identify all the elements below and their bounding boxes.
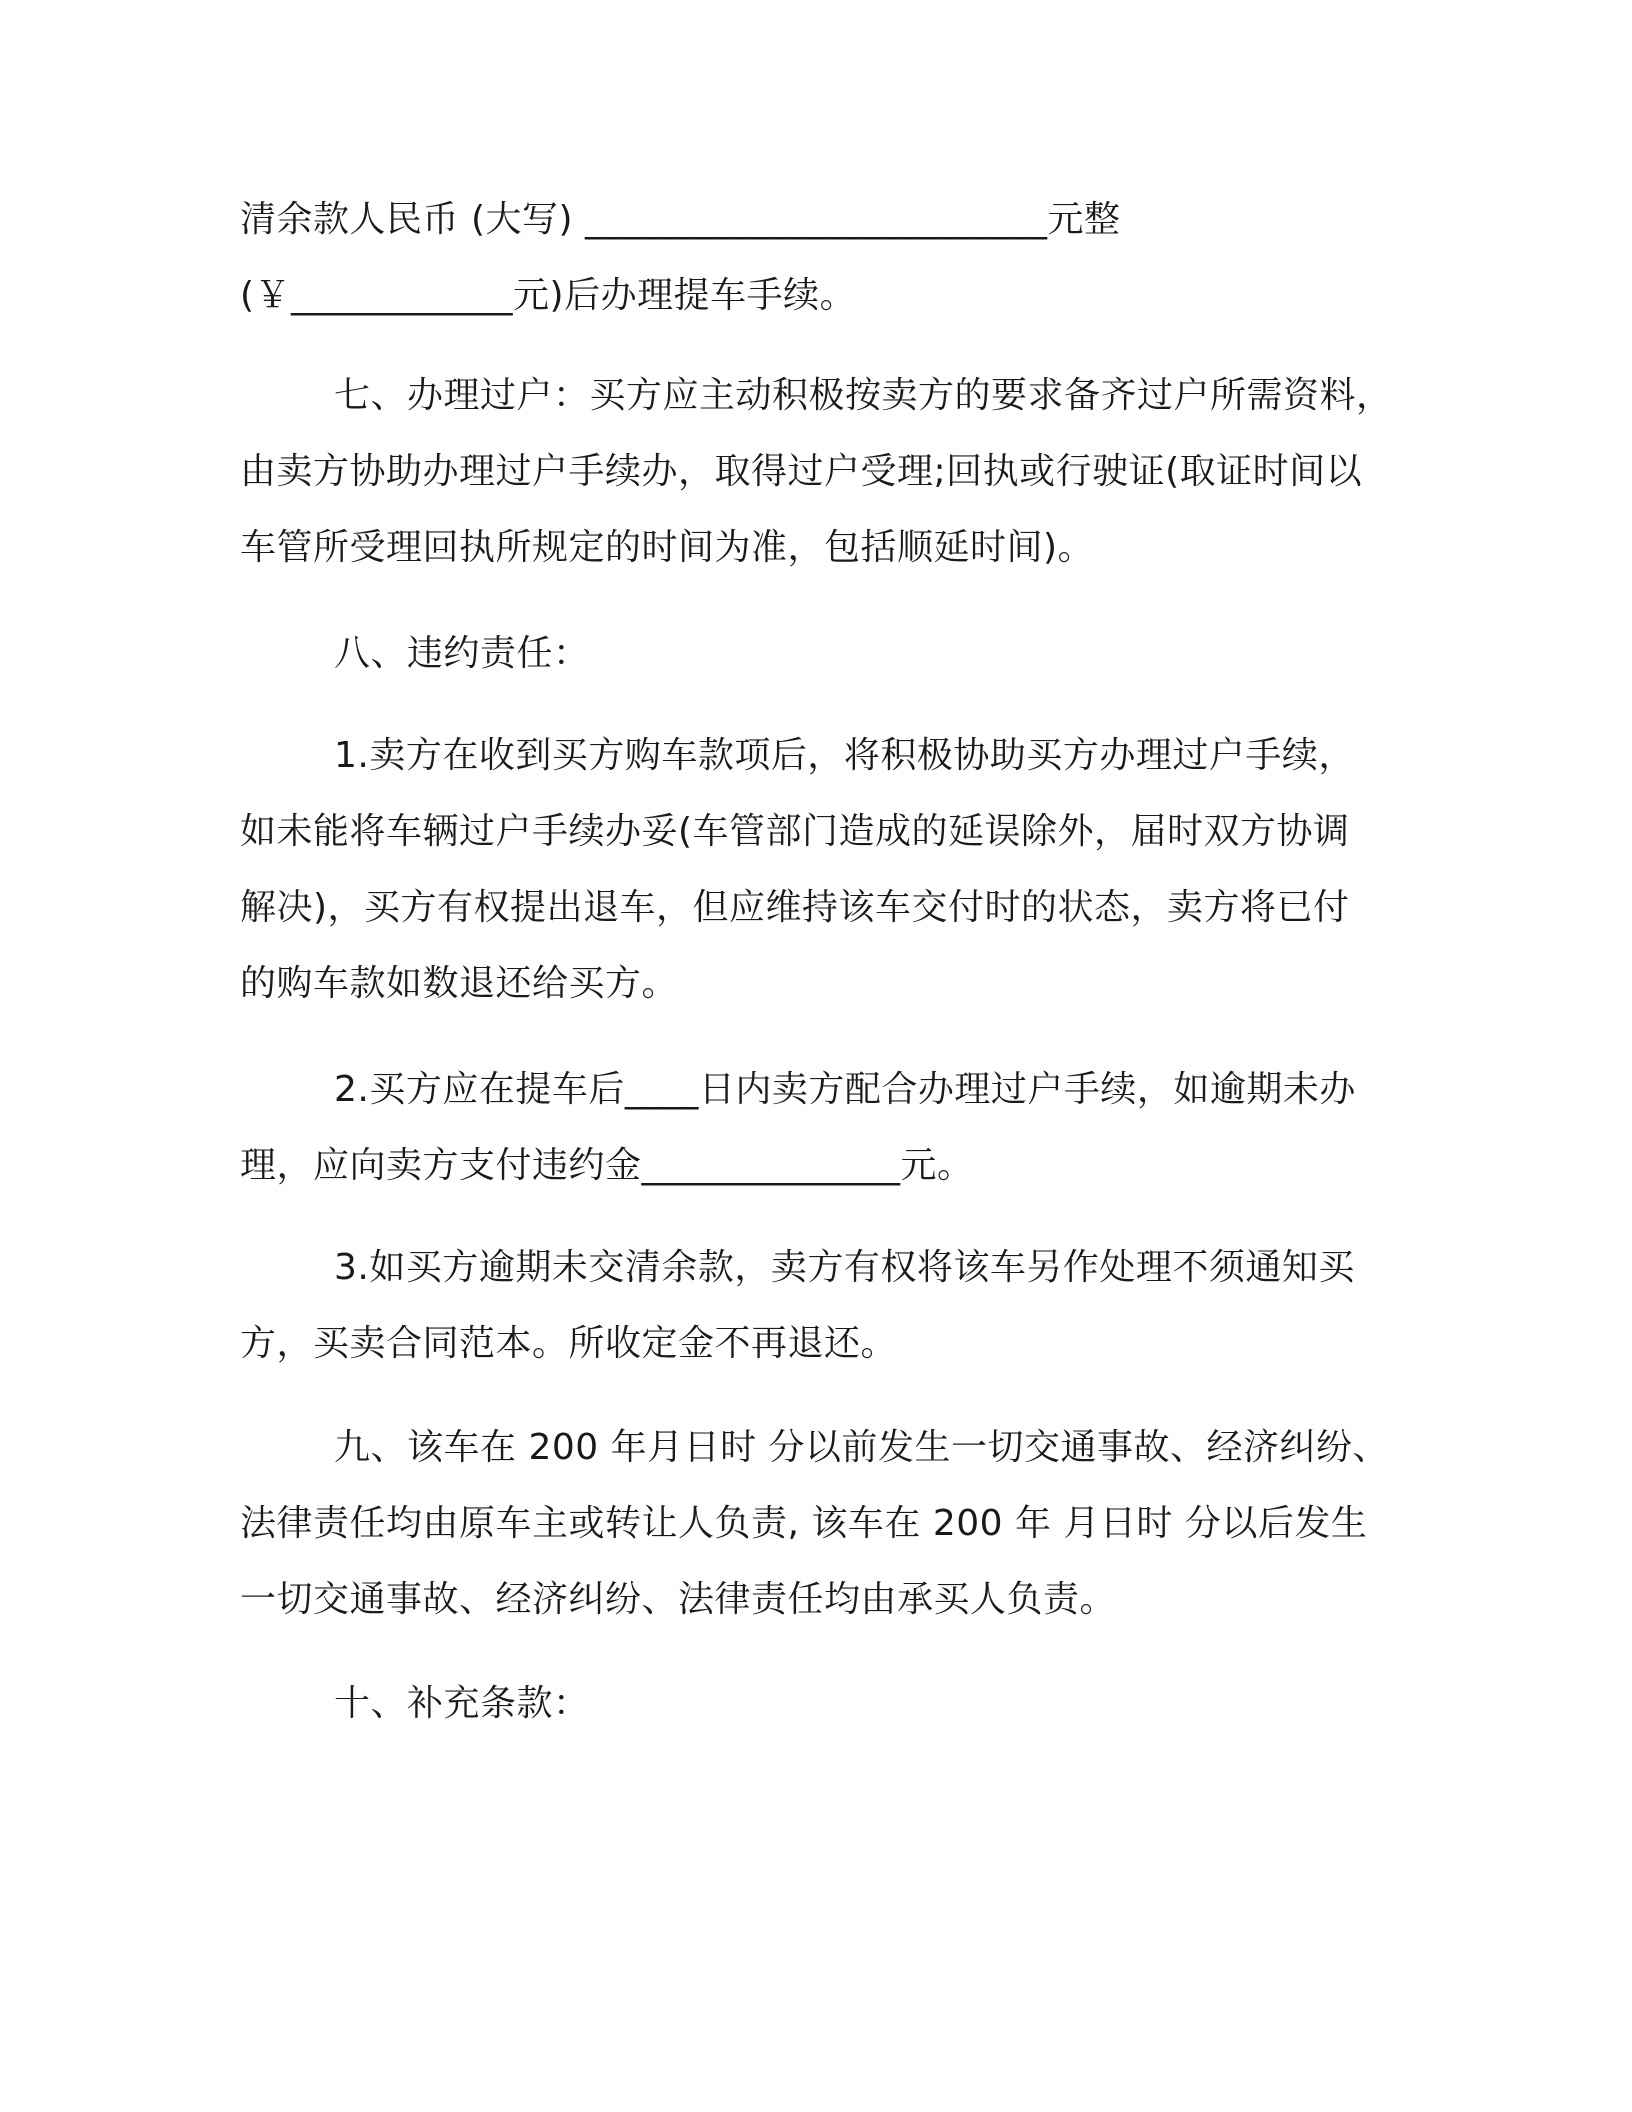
clause-9-line: 九、该车在 200 年月日时 分以前发生一切交通事故、经济纠纷、 <box>334 1427 1390 1468</box>
clause-8-1-line: 1.卖方在收到买方购车款项后，将积极协助买方办理过户手续， <box>334 735 1355 776</box>
text-line-5: 车管所受理回执所规定的时间为准，包括顺延时间)。 <box>240 527 1095 568</box>
clause-10-heading: 十、补充条款： <box>334 1683 590 1724</box>
clause-8-heading: 八、违约责任： <box>334 633 590 674</box>
text-line-17: 一切交通事故、经济纠纷、法律责任均由承买人负责。 <box>240 1579 1117 1620</box>
text-line-4: 由卖方协助办理过户手续办，取得过户受理;回执或行驶证(取证时间以 <box>240 451 1363 492</box>
text-line-1: 清余款人民币 (大写) _________________________元整 <box>240 199 1121 240</box>
clause-7-heading-line: 七、办理过户：买方应主动积极按卖方的要求备齐过户所需资料， <box>334 375 1393 416</box>
text-line-14: 方，买卖合同范本。所收定金不再退还。 <box>240 1323 898 1364</box>
text-line-9: 解决)，买方有权提出退车，但应维持该车交付时的状态，卖方将已付 <box>240 887 1350 928</box>
text-line-2: (￥____________元)后办理提车手续。 <box>240 275 857 316</box>
text-line-8: 如未能将车辆过户手续办妥(车管部门造成的延误除外，届时双方协调 <box>240 811 1350 852</box>
clause-8-2-line: 2.买方应在提车后____日内卖方配合办理过户手续，如逾期未办 <box>334 1069 1356 1110</box>
clause-8-3-line: 3.如买方逾期未交清余款，卖方有权将该车另作处理不须通知买 <box>334 1247 1355 1288</box>
text-line-16: 法律责任均由原车主或转让人负责, 该车在 200 年 月日时 分以后发生 <box>240 1503 1368 1544</box>
text-line-10: 的购车款如数退还给买方。 <box>240 963 679 1004</box>
text-line-12: 理，应向卖方支付违约金______________元。 <box>240 1145 974 1186</box>
